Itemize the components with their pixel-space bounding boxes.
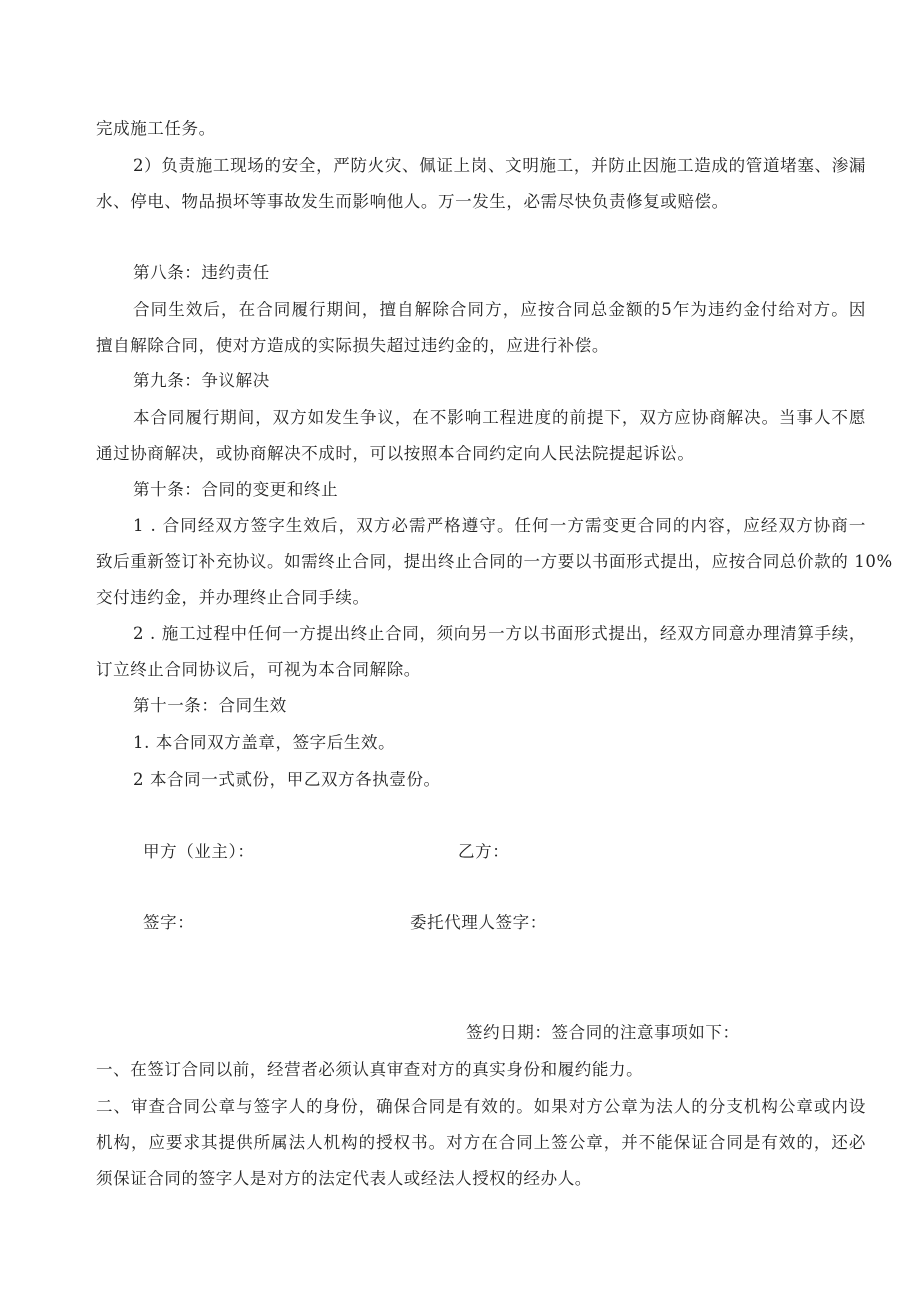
- text-line: 二、审查合同公章与签字人的身份，确保合同是有效的。如果对方公章为法人的分支机构公章或内设: [96, 1097, 866, 1116]
- section-heading: 第九条：争议解决: [133, 371, 270, 390]
- text-line: 2 本合同一式贰份，甲乙双方各执壹份。: [133, 770, 441, 789]
- party-a-label: 甲方（业主）：: [143, 842, 255, 861]
- text-line: 完成施工任务。: [96, 119, 216, 138]
- text-line: 通过协商解决，或协商解决不成时，可以按照本合同约定向人民法院提起诉讼。: [96, 444, 695, 463]
- text-line: 一、在签订合同以前，经营者必须认真审查对方的真实身份和履约能力。: [96, 1060, 644, 1079]
- text-line: 1. 本合同双方盖章，签字后生效。: [133, 733, 396, 752]
- section-heading: 第八条：违约责任: [133, 263, 270, 282]
- agent-signature-label: 委托代理人签字：: [410, 913, 547, 932]
- text-line: 擅自解除合同，使对方造成的实际损失超过违约金的，应进行补偿。: [96, 336, 609, 355]
- signature-label: 签字：: [143, 913, 195, 932]
- text-line: 1 . 合同经双方签字生效后，双方必需严格遵守。任何一方需变更合同的内容，应经双方协商一: [133, 516, 866, 535]
- text-line: 水、停电、物品损坏等事故发生而影响他人。万一发生，必需尽快负责修复或赔偿。: [96, 192, 729, 211]
- text-line: 订立终止合同协议后，可视为本合同解除。: [96, 660, 421, 679]
- party-b-label: 乙方：: [458, 842, 510, 861]
- section-heading: 第十一条：合同生效: [133, 696, 287, 715]
- text-line: 交付违约金，并办理终止合同手续。: [96, 588, 370, 607]
- text-line: 致后重新签订补充协议。如需终止合同，提出终止合同的一方要以书面形式提出，应按合同总价款的 10%: [96, 552, 893, 571]
- section-heading: 第十条：合同的变更和终止: [133, 480, 339, 499]
- text-line: 合同生效后，在合同履行期间，擅自解除合同方，应按合同总金额的5乍为违约金付给对方。因: [133, 300, 866, 319]
- text-line: 2）负责施工现场的安全，严防火灾、佩证上岗、文明施工，并防止因施工造成的管道堵塞、渗漏: [133, 156, 866, 175]
- sign-date-label: 签约日期：签合同的注意事项如下：: [466, 1023, 740, 1042]
- text-line: 2 . 施工过程中任何一方提出终止合同，须向另一方以书面形式提出，经双方同意办理清算手续，: [133, 624, 866, 643]
- text-line: 本合同履行期间，双方如发生争议，在不影响工程进度的前提下，双方应协商解决。当事人不愿: [133, 408, 866, 427]
- text-line: 须保证合同的签字人是对方的法定代表人或经法人授权的经办人。: [96, 1169, 592, 1188]
- text-line: 机构，应要求其提供所属法人机构的授权书。对方在合同上签公章，并不能保证合同是有效的，还必: [96, 1133, 866, 1152]
